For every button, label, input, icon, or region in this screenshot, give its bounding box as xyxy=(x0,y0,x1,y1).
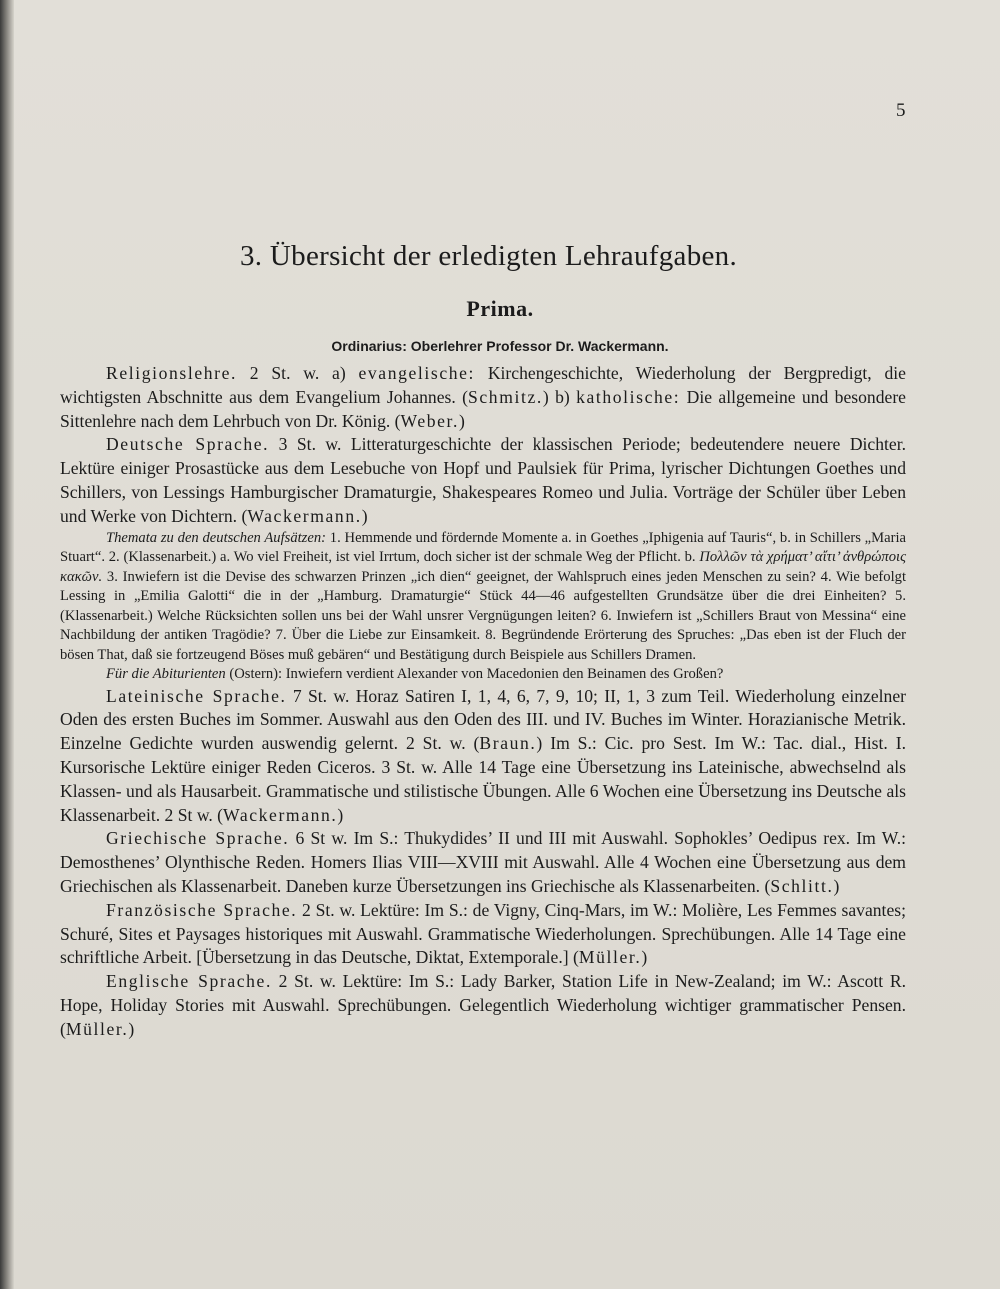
teacher-name: Schmitz. xyxy=(468,386,543,407)
subject-label: Griechische Sprache. xyxy=(106,828,290,849)
class-title: Prima. xyxy=(466,296,534,321)
greek-quote: Πολλῶν τὰ χρήματ’ αἴτι’ ἀνθρώποις κακῶν. xyxy=(60,549,906,585)
denomination-label: katholische: xyxy=(576,386,681,407)
teacher-name: Schlitt. xyxy=(770,875,834,896)
document-body xyxy=(60,362,906,1042)
teacher-name: Müller. xyxy=(65,1018,129,1039)
teacher-name: Wackermann. xyxy=(247,505,362,526)
binding-gutter xyxy=(0,0,14,1289)
abitur-theme: Für die Abiturienten (Ostern): Inwiefern verdient Alexander von Macedonien den Beinamen des Großen? xyxy=(106,666,724,683)
subject-label: Religionslehre. xyxy=(106,363,238,383)
subject-label: Deutsche Sprache. xyxy=(106,434,270,455)
subject-label: Französische Sprache. xyxy=(106,899,298,920)
subject-label: Englische Sprache. xyxy=(106,971,272,992)
paragraph-griechisch: Griechische Sprache. 6 St w. Im S.: Thukydides’ II und III mit Auswahl. Sophokles’ Oedipus rex. Im W.: Demosthenes’ Olynthische Reden. Homers Ilias VIII—XVIII mit Auswahl. Alle 4 Wochen eine Übersetzung aus dem Griechischen als Klassenarbeit. Daneben kurze Übersetzungen ins Griechische als Klassenarbeiten. (Schlitt.) xyxy=(60,828,906,896)
paragraph-englisch: Englische Sprache. 2 St. w. Lektüre: Im S.: Lady Barker, Station Life in New-Zealand; im W.: Ascott R. Hope, Holiday Stories mit Auswahl. Sprechübungen. Gelegentlich Wiederholung wichtiger grammatischer Pensen. (Müller.) xyxy=(60,971,907,1039)
subject-label: Lateinische Sprache. xyxy=(106,685,287,706)
themata-list: Themata zu den deutschen Aufsätzen: 1. Hemmende und fördernde Momente a. in Goethes „Iphigenia auf Tauris“, b. in Schillers „Maria Stuart“. 2. (Klassenarbeit.) a. Wo viel Freiheit, ist viel Irrtum, doch sicher ist der schmale Weg der Pflicht. b. Πολλῶν τὰ χρήματ’ αἴτι’ ἀνθρώποις κακῶν. 3. Inwiefern ist die Devise des schwarzen Prinzen „ich dien“ geeignet, der Wahlspruch eines jeden Menschen zu sein? 4. Wie befolgt Lessing in „Emilia Galotti“ die in der „Hamburg. Dramaturgie“ Stück 44—46 aufgestellten Grundsätze über die drei Einheiten? 5. (Klassenarbeit.) Welche Rücksichten sollen uns bei der Wahl unsrer Vergnügungen leiten? 6. Inwiefern ist „Schillers Braut von Messina“ eine Nachbildung der antiken Tragödie? 7. Über die Liebe zur Einsamkeit. 8. Begründende Erörterung des Spruches: „Das eben ist der Fluch der bösen That, daß sie fortzeugend Böses muß gebären“ und Bestätigung durch Beispiele aus Schillers Dramen. xyxy=(60,529,906,663)
paragraph-deutsch: Deutsche Sprache. 3 St. w. Litteraturgeschichte der klassischen Periode; bedeutendere neuere Dichter. Lektüre einiger Prosastücke aus dem Lesebuche von Hopf und Paulsiek für Prima, lyrischer Dichtungen Goethes und Schillers, von Lessings Hamburgischer Dramaturgie, Shakespeares Romeo und Julia. Vorträge der Schüler über Leben und Werke von Dichtern. (Wackermann.) xyxy=(60,434,907,526)
paragraph-latein: Lateinische Sprache. 7 St. w. Horaz Satiren I, 1, 4, 6, 7, 9, 10; II, 1, 3 zum Teil. Wiederholung einzelner Oden des ersten Buches im Sommer. Auswahl aus den Oden des III. und IV. Buches im Winter. Horazianische Metrik. Einzelne Gedichte wurden auswendig gelernt. 2 St. w. (Braun.) Im S.: Cic. pro Sest. Im W.: Tac. dial., Hist. I. Kursorische Lektüre einiger Reden Ciceros. 3 St. w. Alle 14 Tage eine Übersetzung ins Lateinische, abwechselnd als Klassen- und als Hausarbeit. Grammatische und stilistische Übungen. Alle 6 Wochen eine Übersetzung ins Deutsche als Klassenarbeit. 2 St w. (Wackermann.) xyxy=(60,685,906,825)
teacher-name: Braun. xyxy=(479,733,537,754)
paragraph-religion: Religionslehre. 2 St. w. a) evangelische: Kirchengeschichte, Wiederholung der Bergpredigt, die wichtigsten Abschnitte aus dem Evangelium Johannes. (Schmitz.) b) katholische: Die allgemeine und besondere Sittenlehre nach dem Lehrbuch von Dr. König. (Weber.) xyxy=(60,363,906,431)
paragraph-franzoesisch: Französische Sprache. 2 St. w. Lektüre: Im S.: de Vigny, Cinq-Mars, im W.: Molière, Les Femmes savantes; Schuré, Sites et Paysages historiques mit Auswahl. Grammatische Wiederholungen. Sprechübungen. Alle 14 Tage eine schriftliche Arbeit. [Übersetzung in das Deutsche, Diktat, Extemporale.] (Müller.) xyxy=(60,899,906,968)
teacher-name: Weber. xyxy=(400,410,460,431)
teacher-name: Wackermann. xyxy=(223,804,338,825)
themata-label: Themata zu den deutschen Aufsätzen: xyxy=(106,529,326,546)
section-heading: 3. Übersicht der erledigten Lehraufgaben. xyxy=(240,240,738,272)
teacher-name: Müller. xyxy=(578,947,642,968)
abitur-label: Für die Abiturienten xyxy=(106,666,226,683)
ordinarius-line: Ordinarius: Oberlehrer Professor Dr. Wackermann. xyxy=(331,338,669,354)
denomination-label: evangelische: xyxy=(358,363,476,383)
page-number: 5 xyxy=(896,100,906,121)
